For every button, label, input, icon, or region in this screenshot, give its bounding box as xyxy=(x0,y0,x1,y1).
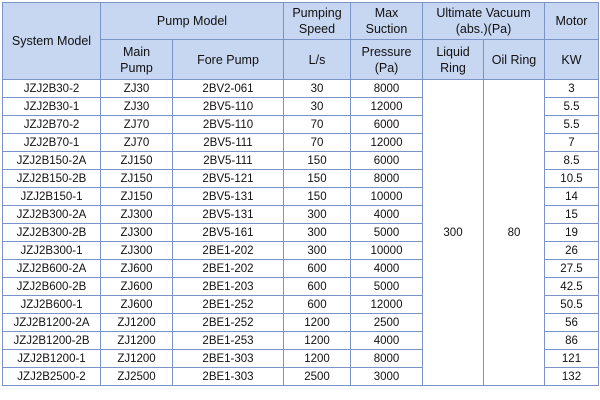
cell-motor-kw: 19 xyxy=(545,224,599,242)
cell-motor-kw: 7 xyxy=(545,134,599,152)
cell-max-suction: 2500 xyxy=(351,314,423,332)
header-liquid-ring: Liquid Ring xyxy=(423,40,484,80)
cell-system-model: JZJ2B1200-1 xyxy=(3,350,101,368)
header-ultimate-vacuum: Ultimate Vacuum (abs.)(Pa) xyxy=(423,3,545,40)
cell-system-model: JZJ2B300-2B xyxy=(3,224,101,242)
cell-pumping-speed: 600 xyxy=(284,296,351,314)
cell-max-suction: 10000 xyxy=(351,242,423,260)
cell-motor-kw: 3 xyxy=(545,80,599,98)
cell-max-suction: 5000 xyxy=(351,278,423,296)
cell-motor-kw: 5.5 xyxy=(545,98,599,116)
cell-main-pump: ZJ300 xyxy=(101,206,173,224)
cell-motor-kw: 50.5 xyxy=(545,296,599,314)
header-pumping-speed: Pumping Speed xyxy=(284,3,351,40)
cell-max-suction: 8000 xyxy=(351,350,423,368)
pump-spec-table xyxy=(2,2,599,386)
cell-max-suction: 12000 xyxy=(351,296,423,314)
cell-main-pump: ZJ600 xyxy=(101,278,173,296)
header-system-model: System Model xyxy=(3,3,101,80)
cell-pumping-speed: 150 xyxy=(284,188,351,206)
header-max-suction: Max Suction xyxy=(351,3,423,40)
cell-motor-kw: 86 xyxy=(545,332,599,350)
cell-max-suction: 4000 xyxy=(351,260,423,278)
cell-system-model: JZJ2B70-2 xyxy=(3,116,101,134)
cell-main-pump: ZJ2500 xyxy=(101,368,173,386)
cell-main-pump: ZJ150 xyxy=(101,188,173,206)
cell-motor-kw: 132 xyxy=(545,368,599,386)
cell-max-suction: 6000 xyxy=(351,116,423,134)
cell-fore-pump: 2BV5-131 xyxy=(173,188,284,206)
header-motor: Motor xyxy=(545,3,599,40)
cell-max-suction: 6000 xyxy=(351,152,423,170)
cell-motor-kw: 5.5 xyxy=(545,116,599,134)
cell-max-suction: 5000 xyxy=(351,224,423,242)
cell-pumping-speed: 70 xyxy=(284,134,351,152)
cell-max-suction: 4000 xyxy=(351,206,423,224)
header-pumping-speed-unit: L/s xyxy=(284,40,351,80)
cell-system-model: JZJ2B30-2 xyxy=(3,80,101,98)
cell-motor-kw: 26 xyxy=(545,242,599,260)
cell-main-pump: ZJ150 xyxy=(101,152,173,170)
cell-system-model: JZJ2B150-1 xyxy=(3,188,101,206)
cell-motor-kw: 42.5 xyxy=(545,278,599,296)
cell-system-model: JZJ2B300-1 xyxy=(3,242,101,260)
cell-main-pump: ZJ300 xyxy=(101,224,173,242)
cell-pumping-speed: 600 xyxy=(284,260,351,278)
cell-main-pump: ZJ600 xyxy=(101,296,173,314)
cell-pumping-speed: 600 xyxy=(284,278,351,296)
cell-motor-kw: 15 xyxy=(545,206,599,224)
cell-fore-pump: 2BE1-303 xyxy=(173,350,284,368)
cell-main-pump: ZJ1200 xyxy=(101,350,173,368)
cell-fore-pump: 2BV5-110 xyxy=(173,98,284,116)
cell-main-pump: ZJ70 xyxy=(101,134,173,152)
cell-main-pump: ZJ30 xyxy=(101,98,173,116)
cell-fore-pump: 2BV5-111 xyxy=(173,152,284,170)
cell-main-pump: ZJ150 xyxy=(101,170,173,188)
cell-fore-pump: 2BV5-111 xyxy=(173,134,284,152)
cell-pumping-speed: 1200 xyxy=(284,350,351,368)
cell-pumping-speed: 150 xyxy=(284,152,351,170)
cell-motor-kw: 10.5 xyxy=(545,170,599,188)
cell-system-model: JZJ2B2500-2 xyxy=(3,368,101,386)
cell-fore-pump: 2BV2-061 xyxy=(173,80,284,98)
cell-fore-pump: 2BE1-203 xyxy=(173,278,284,296)
cell-main-pump: ZJ300 xyxy=(101,242,173,260)
cell-pumping-speed: 2500 xyxy=(284,368,351,386)
cell-system-model: JZJ2B70-1 xyxy=(3,134,101,152)
cell-pumping-speed: 30 xyxy=(284,98,351,116)
cell-fore-pump: 2BV5-110 xyxy=(173,116,284,134)
cell-ultimate-vacuum-liquid-ring: 300 xyxy=(423,80,484,386)
cell-pumping-speed: 300 xyxy=(284,242,351,260)
cell-fore-pump: 2BE1-303 xyxy=(173,368,284,386)
cell-fore-pump: 2BE1-252 xyxy=(173,296,284,314)
header-oil-ring: Oil Ring xyxy=(484,40,545,80)
header-max-suction-pressure: Pressure (Pa) xyxy=(351,40,423,80)
cell-system-model: JZJ2B1200-2B xyxy=(3,332,101,350)
cell-pumping-speed: 150 xyxy=(284,170,351,188)
cell-pumping-speed: 1200 xyxy=(284,332,351,350)
cell-motor-kw: 121 xyxy=(545,350,599,368)
cell-fore-pump: 2BV5-131 xyxy=(173,206,284,224)
cell-motor-kw: 27.5 xyxy=(545,260,599,278)
cell-ultimate-vacuum-oil-ring: 80 xyxy=(484,80,545,386)
cell-pumping-speed: 70 xyxy=(284,116,351,134)
header-main-pump: Main Pump xyxy=(101,40,173,80)
cell-main-pump: ZJ1200 xyxy=(101,314,173,332)
cell-fore-pump: 2BE1-252 xyxy=(173,314,284,332)
cell-pumping-speed: 300 xyxy=(284,224,351,242)
cell-system-model: JZJ2B150-2B xyxy=(3,170,101,188)
cell-fore-pump: 2BE1-202 xyxy=(173,260,284,278)
cell-pumping-speed: 30 xyxy=(284,80,351,98)
header-pump-model: Pump Model xyxy=(101,3,284,40)
header-motor-unit: KW xyxy=(545,40,599,80)
cell-max-suction: 4000 xyxy=(351,332,423,350)
cell-fore-pump: 2BE1-253 xyxy=(173,332,284,350)
cell-max-suction: 12000 xyxy=(351,98,423,116)
header-fore-pump: Fore Pump xyxy=(173,40,284,80)
cell-max-suction: 10000 xyxy=(351,188,423,206)
cell-max-suction: 3000 xyxy=(351,368,423,386)
table-header xyxy=(3,3,599,80)
cell-fore-pump: 2BV5-121 xyxy=(173,170,284,188)
cell-max-suction: 8000 xyxy=(351,80,423,98)
table-row xyxy=(3,80,599,98)
cell-main-pump: ZJ30 xyxy=(101,80,173,98)
cell-main-pump: ZJ600 xyxy=(101,260,173,278)
cell-system-model: JZJ2B1200-2A xyxy=(3,314,101,332)
cell-system-model: JZJ2B600-2A xyxy=(3,260,101,278)
cell-fore-pump: 2BV5-161 xyxy=(173,224,284,242)
cell-max-suction: 8000 xyxy=(351,170,423,188)
cell-max-suction: 12000 xyxy=(351,134,423,152)
cell-system-model: JZJ2B30-1 xyxy=(3,98,101,116)
cell-motor-kw: 14 xyxy=(545,188,599,206)
cell-motor-kw: 56 xyxy=(545,314,599,332)
cell-system-model: JZJ2B600-1 xyxy=(3,296,101,314)
cell-pumping-speed: 1200 xyxy=(284,314,351,332)
table-body xyxy=(3,80,599,386)
cell-system-model: JZJ2B150-2A xyxy=(3,152,101,170)
cell-main-pump: ZJ70 xyxy=(101,116,173,134)
cell-system-model: JZJ2B600-2B xyxy=(3,278,101,296)
cell-motor-kw: 8.5 xyxy=(545,152,599,170)
cell-fore-pump: 2BE1-202 xyxy=(173,242,284,260)
cell-system-model: JZJ2B300-2A xyxy=(3,206,101,224)
cell-pumping-speed: 300 xyxy=(284,206,351,224)
cell-main-pump: ZJ1200 xyxy=(101,332,173,350)
